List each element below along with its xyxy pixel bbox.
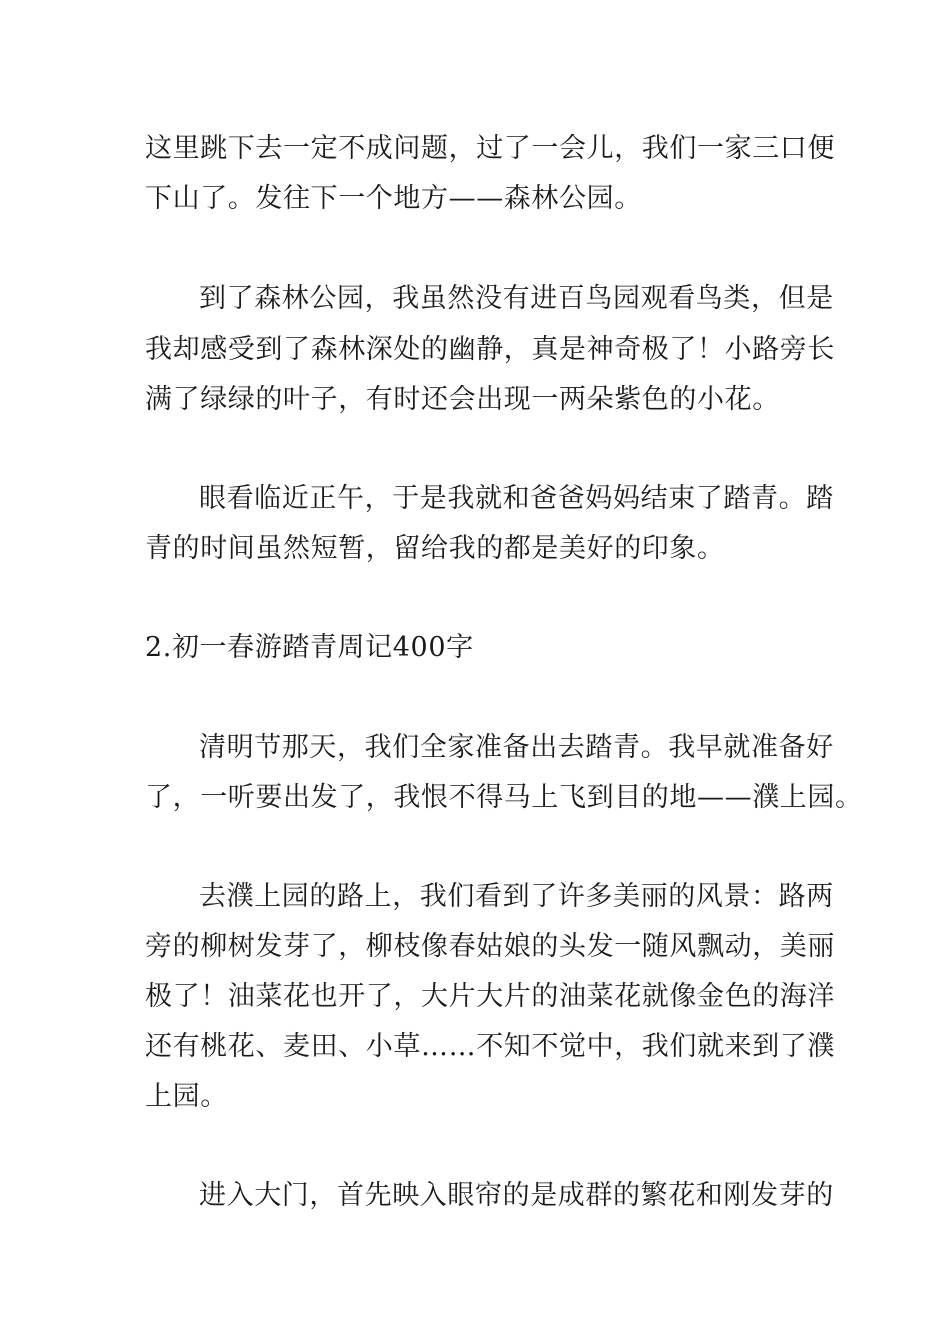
text-line: 满了绿绿的叶子，有时还会出现一两朵紫色的小花。 <box>145 384 780 415</box>
text-line: 了，一听要出发了，我恨不得马上飞到目的地——濮上园。 <box>145 782 863 813</box>
text-line: 还有桃花、麦田、小草……不知不觉中，我们就来到了濮 <box>145 1031 835 1062</box>
text-line: 青的时间虽然短暂，留给我的都是美好的印象。 <box>145 533 725 564</box>
text-line: 极了！油菜花也开了，大片大片的油菜花就像金色的海洋 <box>145 981 835 1012</box>
text-line: 去濮上园的路上，我们看到了许多美丽的风景：路两 <box>199 881 834 912</box>
section-heading: 2.初一春游踏青周记400字 <box>145 632 474 663</box>
text-line: 进入大门，首先映入眼帘的是成群的繁花和刚发芽的 <box>199 1180 834 1211</box>
text-line: 旁的柳树发芽了，柳枝像春姑娘的头发一随风飘动，美丽 <box>145 931 835 962</box>
text-line: 上园。 <box>145 1081 228 1112</box>
text-line: 眼看临近正午，于是我就和爸爸妈妈结束了踏青。踏 <box>199 483 834 514</box>
text-line: 到了森林公园，我虽然没有进百鸟园观看鸟类，但是 <box>199 283 834 314</box>
text-line: 我却感受到了森林深处的幽静，真是神奇极了！小路旁长 <box>145 334 835 365</box>
text-line: 清明节那天，我们全家准备出去踏青。我早就准备好 <box>199 732 834 763</box>
text-line: 下山了。发往下一个地方——森林公园。 <box>145 183 642 214</box>
text-line: 这里跳下去一定不成问题，过了一会儿，我们一家三口便 <box>145 133 835 164</box>
